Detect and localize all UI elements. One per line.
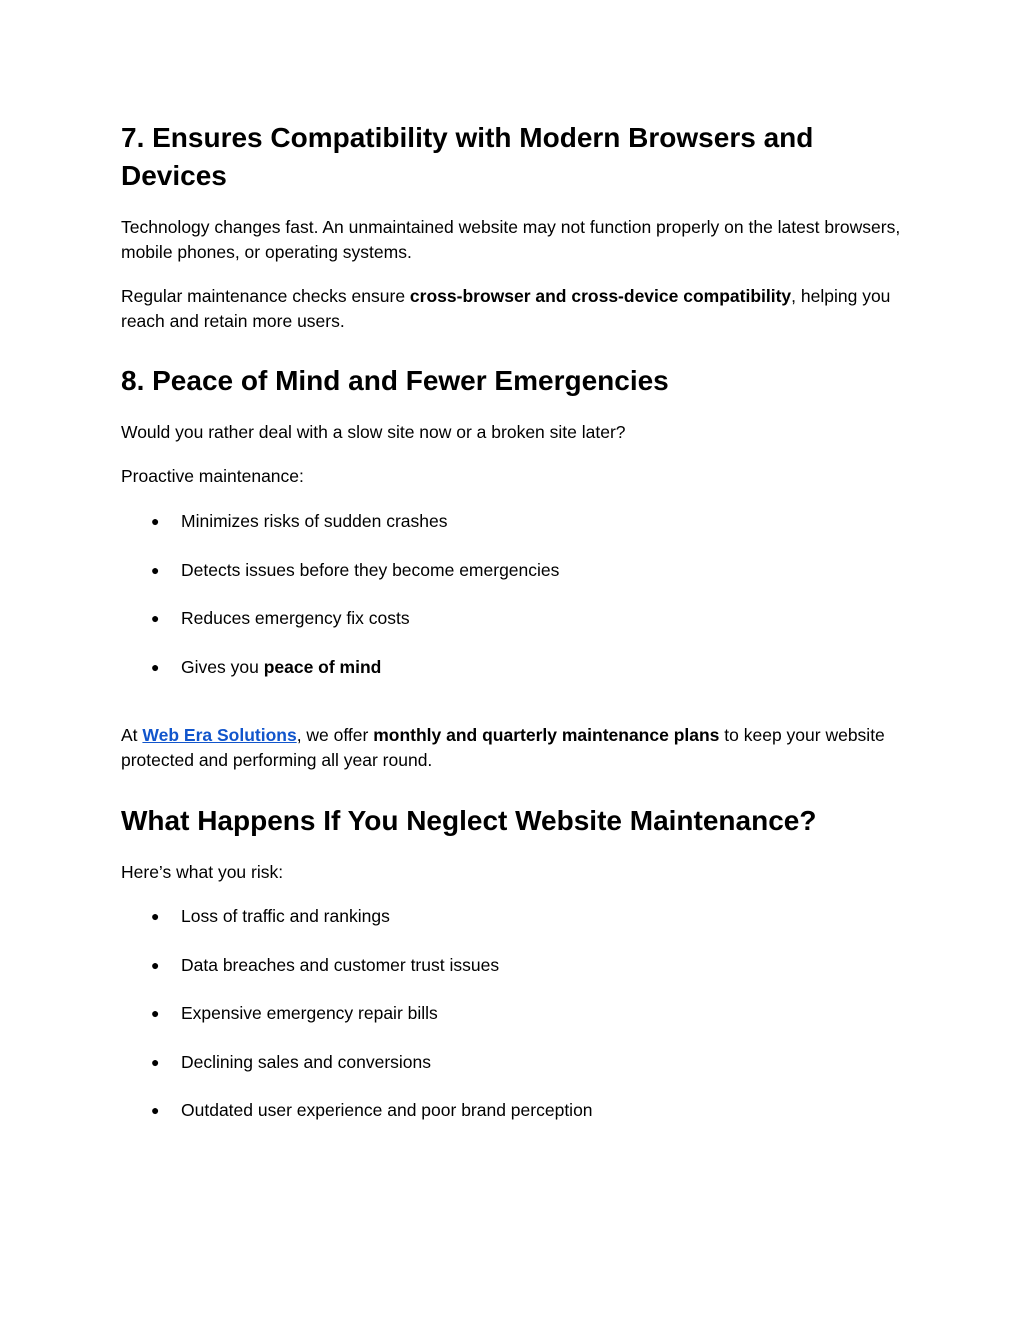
bullet-icon: ●	[151, 956, 160, 973]
bullet-icon: ●	[151, 513, 160, 529]
list-item	[121, 1050, 911, 1075]
bold-maintenance-plans: monthly and quarterly maintenance plans	[373, 725, 720, 745]
bullet-icon: ●	[151, 1102, 160, 1118]
list-proactive-benefits	[121, 509, 911, 703]
paragraph-proactive-maintenance: Proactive maintenance:	[121, 466, 304, 486]
list-item-text: Minimizes risks of sudden crashes	[181, 511, 448, 531]
text-segment: Regular maintenance checks ensure	[121, 286, 410, 306]
list-item	[121, 1098, 911, 1123]
list-item-text: Reduces emergency fix costs	[181, 608, 410, 628]
text-segment: , we offer	[296, 725, 374, 745]
list-item-text: Loss of traffic and rankings	[181, 906, 390, 926]
paragraph-slow-vs-broken: Would you rather deal with a slow site now or a broken site later?	[121, 422, 626, 442]
list-item	[121, 655, 911, 680]
bullet-icon: ●	[151, 658, 160, 675]
list-item	[121, 509, 911, 534]
list-item-text: Detects issues before they become emergencies	[181, 559, 560, 580]
list-item-text: Data breaches and customer trust issues	[181, 954, 500, 975]
paragraph-technology-changes: Technology changes fast. An unmaintained website may not function properly on the latest browsers, mobile phones, or operating systems.	[121, 217, 901, 262]
list-item-text: Outdated user experience and poor brand perception	[181, 1100, 593, 1120]
list-item	[121, 953, 911, 978]
list-item	[121, 904, 911, 929]
bullet-icon: ●	[151, 561, 160, 578]
heading-peace-of-mind: 8. Peace of Mind and Fewer Emergencies	[121, 365, 669, 396]
heading-neglect-maintenance: What Happens If You Neglect Website Maintenance?	[121, 805, 817, 836]
paragraph-web-era-offer	[121, 723, 911, 772]
bullet-icon: ●	[151, 908, 160, 924]
bold-compatibility: cross-browser and cross-device compatibility	[409, 286, 792, 306]
list-item	[121, 1001, 911, 1026]
list-item-text: Gives you	[181, 656, 264, 677]
bullet-icon: ●	[151, 1053, 160, 1070]
paragraph-what-you-risk: Here’s what you risk:	[121, 862, 284, 882]
list-item-text: Declining sales and conversions	[181, 1051, 431, 1072]
text-segment: At	[121, 725, 143, 745]
bullet-icon: ●	[151, 1005, 160, 1021]
paragraph-regular-maintenance	[121, 284, 911, 333]
text-segment: to keep your website protected and performing all year round.	[121, 725, 885, 770]
text-segment: , helping you reach and retain more users.	[121, 286, 891, 331]
list-item	[121, 606, 911, 631]
list-item-text: Expensive emergency repair bills	[181, 1003, 438, 1023]
bold-peace-of-mind: peace of mind	[263, 656, 382, 677]
list-item	[121, 558, 911, 583]
heading-compatibility: 7. Ensures Compatibility with Modern Browsers and Devices	[121, 122, 814, 191]
list-risks	[121, 904, 911, 1147]
web-era-solutions-link[interactable]: Web Era Solutions	[142, 725, 297, 745]
bullet-icon: ●	[151, 610, 160, 626]
